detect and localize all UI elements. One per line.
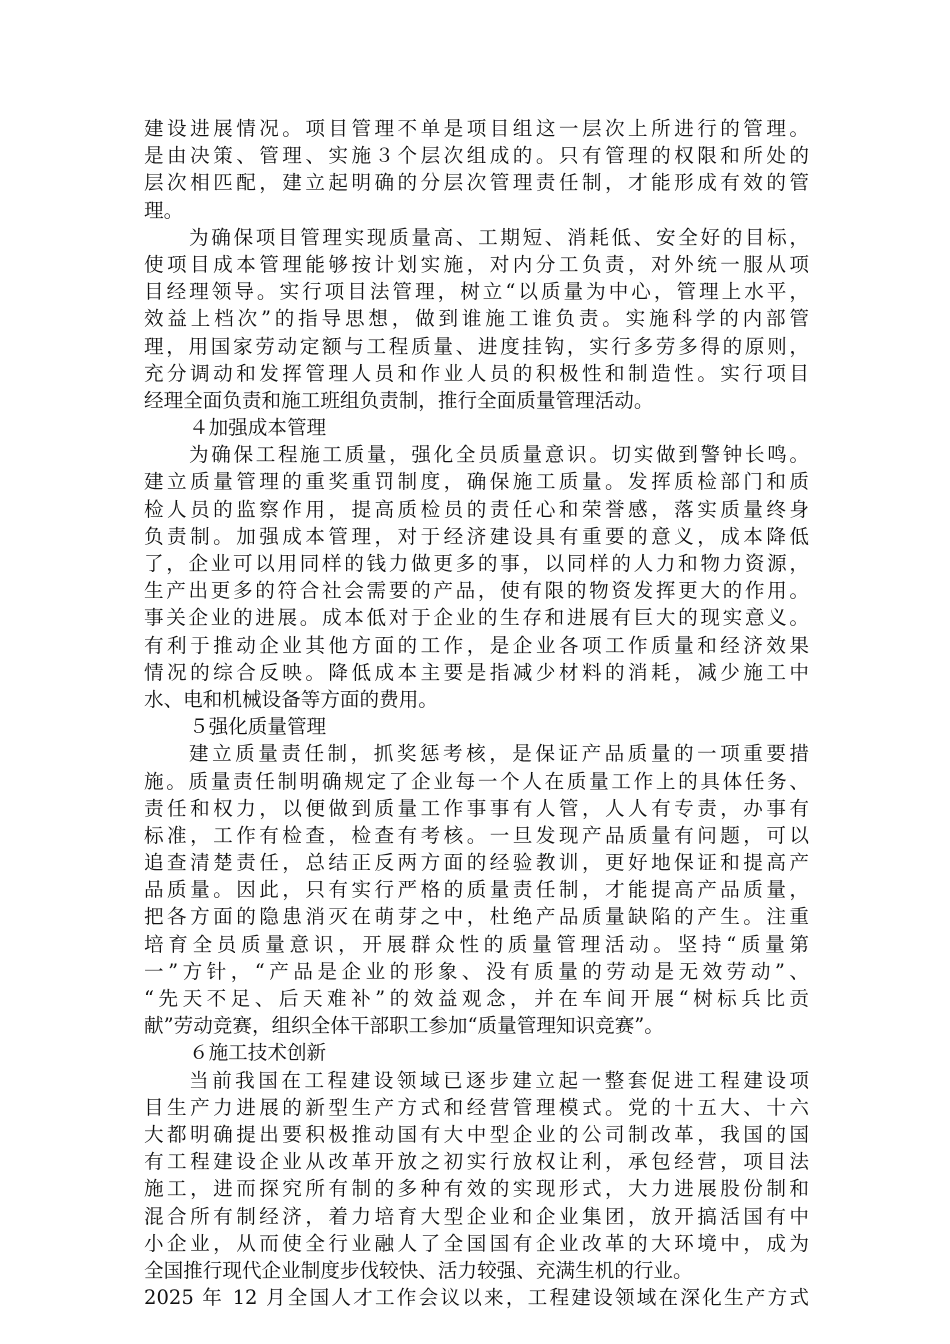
- text-line: 使项目成本管理能够按计划实施，对内分工负责，对外统一服从项: [144, 252, 809, 276]
- section-heading: ６施工技术创新: [189, 1041, 327, 1065]
- text-line: 效益上档次”的指导思想，做到谁施工谁负责。实施科学的内部管: [144, 307, 809, 331]
- text-line: 目生产力进展的新型生产方式和经营管理模式。党的十五大、十六: [144, 1095, 809, 1119]
- text-line: 一”方针，“产品是企业的形象、没有质量的劳动是无效劳动”、: [144, 959, 809, 983]
- text-line: 为确保工程施工质量，强化全员质量意识。切实做到警钟长鸣。: [189, 443, 809, 467]
- text-line: 经理全面负责和施工班组负责制，推行全面质量管理活动。: [144, 388, 654, 412]
- text-line: 理。: [144, 198, 184, 222]
- text-line: 品质量。因此，只有实行严格的质量责任制，才能提高产品质量，: [144, 878, 809, 902]
- text-line: 施。质量责任制明确规定了企业每一个人在质量工作上的具体任务、: [144, 769, 809, 793]
- text-line: 水、电和机械设备等方面的费用。: [144, 687, 438, 711]
- text-line: 负责制。加强成本管理，对于经济建设具有重要的意义，成本降低: [144, 524, 809, 548]
- text-line: 标准，工作有检查，检查有考核。一旦发现产品质量有问题，可以: [144, 823, 809, 847]
- text-line: 层次相匹配，建立起明确的分层次管理责任制，才能形成有效的管: [144, 171, 809, 195]
- text-line: 事关企业的进展。成本低对于企业的生存和进展有巨大的现实意义。: [144, 606, 809, 630]
- text-line: 追查清楚责任，总结正反两方面的经验教训，更好地保证和提高产: [144, 851, 809, 875]
- text-line: 责任和权力，以便做到质量工作事事有人管，人人有专责，办事有: [144, 796, 809, 820]
- text-line: 把各方面的隐患消灭在萌芽之中，杜绝产品质量缺陷的产生。注重: [144, 905, 809, 929]
- text-line: 献”劳动竞赛，组织全体干部职工参加“质量管理知识竞赛”。: [144, 1014, 664, 1038]
- text-line: 生产出更多的符合社会需要的产品，使有限的物资发挥更大的作用。: [144, 579, 809, 603]
- text-line: 当前我国在工程建设领域已逐步建立起一整套促进工程建设项: [189, 1068, 809, 1092]
- text-line: 2025 年 12 月全国人才工作会议以来，工程建设领域在深化生产方式: [144, 1286, 809, 1310]
- text-line: 混合所有制经济，着力培育大型企业和企业集团，放开搞活国有中: [144, 1204, 809, 1228]
- text-line: 培育全员质量意识，开展群众性的质量管理活动。坚持“质量第: [144, 932, 809, 956]
- document-body: [144, 115, 809, 1311]
- text-line: 建立质量责任制，抓奖惩考核，是保证产品质量的一项重要措: [189, 742, 809, 766]
- text-line: 小企业，从而使全行业融人了全国国有企业改革的大环境中，成为: [144, 1231, 809, 1255]
- text-line: “先天不足、后天难补”的效益观念，并在车间开展“树标兵比贡: [144, 987, 809, 1010]
- text-line: 是由决策、管理、实施３个层次组成的。只有管理的权限和所处的: [144, 144, 809, 168]
- section-heading: ５强化质量管理: [189, 715, 327, 739]
- document-page: [144, 115, 809, 1311]
- text-line: 了，企业可以用同样的钱力做更多的事，以同样的人力和物力资源，: [144, 552, 809, 575]
- text-line: 为确保项目管理实现质量高、工期短、消耗低、安全好的目标，: [189, 225, 809, 249]
- text-line: 大都明确提出要积极推动国有大中型企业的公司制改革，我国的国: [144, 1122, 809, 1146]
- text-line: 建设进展情况。项目管理不单是项目组这一层次上所进行的管理。: [144, 117, 809, 140]
- text-line: 全国推行现代企业制度步伐较快、活力较强、充满生机的行业。: [144, 1258, 693, 1282]
- text-line: 充分调动和发挥管理人员和作业人员的积极性和制造性。实行项目: [144, 361, 809, 385]
- section-heading: ４加强成本管理: [189, 416, 327, 440]
- text-line: 理，用国家劳动定额与工程质量、进度挂钩，实行多劳多得的原则，: [144, 334, 809, 358]
- text-line: 施工，进而探究所有制的多种有效的实现形式，大力进展股份制和: [144, 1177, 809, 1201]
- text-line: 检人员的监察作用，提高质检员的责任心和荣誉感，落实质量终身: [144, 497, 809, 521]
- text-line: 目经理领导。实行项目法管理，树立“以质量为中心，管理上水平，: [144, 280, 809, 304]
- text-line: 建立质量管理的重奖重罚制度，确保施工质量。发挥质检部门和质: [144, 470, 809, 494]
- text-line: 情况的综合反映。降低成本主要是指减少材料的消耗，减少施工中: [144, 660, 809, 684]
- text-line: 有利于推动企业其他方面的工作，是企业各项工作质量和经济效果: [144, 633, 809, 657]
- text-line: 有工程建设企业从改革开放之初实行放权让利，承包经营，项目法: [144, 1150, 809, 1174]
